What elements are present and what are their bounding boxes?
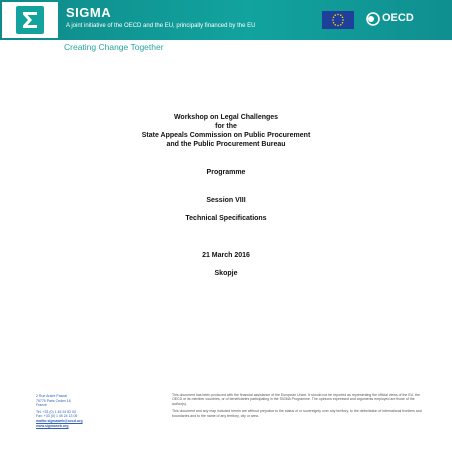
document-title [100, 113, 352, 149]
address-line: 75775 Paris Cedex 16 [36, 398, 71, 403]
tagline: Creating Change Together [64, 42, 164, 52]
brand-subtitle: A joint initiative of the OECD and the EU, principally financed by the EU [66, 23, 256, 29]
title-line: State Appeals Commission on Public Procurement [141, 132, 311, 139]
topic-heading: Technical Specifications [185, 215, 267, 222]
footer-contact [36, 394, 156, 428]
title-line: and the Public Procurement Bureau [166, 141, 286, 148]
eu-flag [322, 11, 354, 29]
fax: Fax: +33 (0) 1 45 24 13 05 [36, 414, 78, 419]
brand-name: SIGMA [66, 5, 112, 20]
email-link[interactable]: mailto:sigmaweb@oecd.org [36, 418, 83, 423]
oecd-logo-icon [366, 12, 380, 26]
title-line: Workshop on Legal Challenges [173, 114, 279, 121]
address-line: 2 Rue André Pascal [36, 394, 67, 398]
session-heading: Session VIII [206, 197, 246, 204]
sigma-logo [2, 2, 58, 38]
date: 21 March 2016 [202, 252, 250, 259]
footer-disclaimer [172, 393, 422, 421]
website-link[interactable]: www.sigmaweb.org [36, 423, 69, 428]
oecd-label: OECD [382, 12, 414, 24]
address-line: France [36, 403, 47, 408]
location: Skopje [214, 270, 238, 277]
tel: Tel: +33 (0) 1 45 24 82 00 [36, 409, 76, 414]
sigma-logo-icon [16, 6, 44, 34]
disclaimer-text: This document has been produced with the financial assistance of the European Union. It should not be reported as representing the official views of the EU, the OECD or its member countries, or of beneficiaries participating in the SIGMA Programme. The opinions expressed and arguments employed are those of the author(s). [172, 393, 421, 406]
eu-flag-icon [322, 11, 354, 29]
programme-heading: Programme [206, 169, 246, 176]
title-line: for the [215, 123, 237, 130]
header-banner [0, 0, 452, 40]
disclaimer-text: This document and any map included herein are without prejudice to the status of or sovereignty over any territory, to the delimitation of international frontiers and boundaries and to the name of any territory, city or area. [172, 409, 422, 418]
